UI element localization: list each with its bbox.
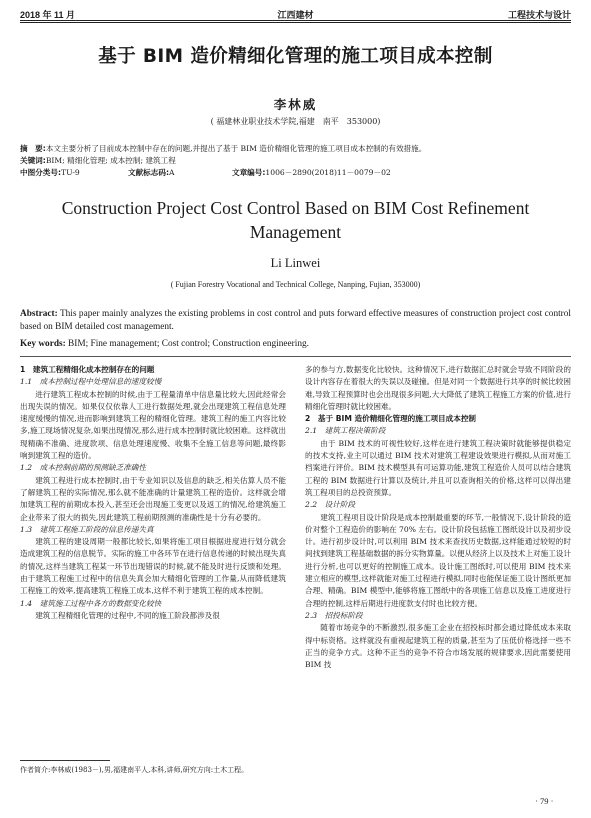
doc-code-value: A: [169, 168, 175, 177]
footnote-rule: [20, 760, 110, 761]
english-keywords: [20, 339, 571, 349]
article-no-label: 文章编号:: [232, 168, 266, 177]
body-column-left: [20, 364, 286, 622]
english-keywords-text: BIM; Fine management; Cost control; Construction engineering.: [68, 339, 309, 349]
chinese-author: 李林威: [273, 97, 318, 112]
keywords-label: 关键词:: [20, 156, 46, 165]
body-paragraph: 建筑工程进行成本控制时,由于专业知识以及信息的缺乏,相关估算人员不能了解建筑工程的实际情况,那么就不能准确的计量建筑工程的造价。这样就会增加建筑工程的前期成本投入,甚至还会出现施工变更以及返工的情况,给建筑施工企业带来了很大的损失,因此建筑工程前期预测的准确性是十分有必要的。: [20, 475, 286, 522]
chinese-keywords: [20, 155, 571, 166]
header-section: 工程技术与设计: [507, 10, 571, 20]
author-footnote: 作者简介:李林威(1983－),男,福建南平人,本科,讲师,研究方向:土木工程。: [20, 766, 249, 774]
chinese-affiliation: ( 福建林业职业技术学院,福建 南平 353000): [210, 117, 381, 126]
clc-value: TU-9: [61, 168, 80, 177]
english-author: Li Linwei: [270, 256, 321, 270]
subsection-heading: 1.4 建筑施工过程中各方的数据变化较快: [20, 598, 162, 608]
subsection-heading: 2.3 招投标阶段: [305, 610, 363, 620]
keywords-text: BIM; 精细化管理; 成本控制; 建筑工程: [45, 156, 176, 165]
body-paragraph: 多的参与方,数据变化比较快。这种情况下,进行数据汇总时就会导致不同阶段的设计内容存在着很大的失误以及碰撞。但是对同一个数据进行共享的时候比较困难,导致工程预算时也会出现很多问题,大大降低了建筑工程施工方案的价值,进行精细化管理时就比较困难。: [305, 365, 571, 411]
abstract-label: 摘 要:: [20, 144, 46, 153]
body-paragraph: 建筑工程精细化管理的过程中,不同的施工阶段都涉及很: [35, 610, 220, 620]
clc-label: 中图分类号:: [20, 168, 62, 177]
header-rule-thin: [20, 22, 571, 23]
subsection-heading: 1.3 建筑工程施工阶段的信息传递失真: [20, 524, 154, 534]
subsection-heading: 1.2 成本控制前期的预测缺乏准确性: [20, 463, 146, 473]
section-separator: [20, 356, 571, 357]
chinese-title: 基于 BIM 造价精细化管理的施工项目成本控制: [98, 46, 493, 67]
english-title: Construction Project Cost Control Based on BIM Cost Refinement Management: [61, 198, 530, 242]
subsection-heading: 2.1 建筑工程决策阶段: [305, 426, 386, 436]
english-abstract: [20, 308, 571, 334]
body-column-right: [305, 364, 571, 671]
body-paragraph: 随着市场竞争的不断激烈,很多施工企业在招投标时都会通过降低成本来取得中标资格。这样就没有重视起建筑工程的质量,甚至为了压低价格选择一些不正当的竞争方式。这种不正当的竞争不符合市场发展的规律要求,因此需要使用 BIM 技: [305, 623, 571, 670]
body-paragraph: 进行建筑工程成本控制的时候,由于工程量清单中信息量比较大,因此经常会出现失误的情况。如果仅仅依靠人工进行数据处理,就会出现建筑工程信息处理速度缓慢的情况,进而影响到建筑工程的精细化管理。建筑工程的施工内容比较多,施工现场情况复杂,如果出现情况,那么进行成本控制时就比较困难。这样就出现精确不准确、进度款项、信息处理速度慢、收集不全施工信息等问题,最终影响到建筑工程的造价。: [20, 389, 286, 461]
abstract-text: 本文主要分析了目前成本控制中存在的问题,并提出了基于 BIM 造价精细化管理的施工项目成本控制的有效措施。: [45, 144, 427, 153]
section-heading: 1 建筑工程精细化成本控制存在的问题: [20, 365, 155, 374]
header-date: 2018 年 11 月: [20, 10, 76, 20]
english-affiliation: ( Fujian Forestry Vocational and Technical College, Nanping, Fujian, 353000): [170, 280, 421, 289]
body-paragraph: 由于 BIM 技术的可视性较好,这样在进行建筑工程决策时就能够提供稳定的技术支持,业主可以通过 BIM 技术对建筑工程建设效果进行模拟,从而对施工档案进行评价。BIM 技术模型具有可运算功能,建筑工程造价人员可以结合建筑工程的 BIM 数据进行计算以及统计,并且可以查询相关的价格,这样可以得出建筑工程项目的总投资预算。: [305, 438, 571, 497]
header-rule-thick: [20, 20, 571, 21]
english-abstract-text: This paper mainly analyzes the existing problems in cost control and puts forward effective measures of construction project cost control based on BIM detailed cost management.: [20, 309, 572, 332]
doc-code-label: 文献标志码:: [128, 168, 170, 177]
section-heading: 2 基于 BIM 造价精细化管理的施工项目成本控制: [305, 414, 477, 424]
body-paragraph: 建筑工程项目设计阶段是成本控制最重要的环节,一般情况下,设计阶段的造价对整个工程造价的影响在 70% 左右。设计阶段包括施工图纸设计以及初步设计。进行初步设计时,可以利用 BIM 技术来查找历史数据,这样能通过较短的时间找到建筑工程基础数据的拆分实物算量。以便从经济上以及技术上对施工设计进行分析,也可以更好的控制施工成本。设计施工图纸时,可以使用 BIM 技术来建立相应的模型,这样就能对施工过程进行模拟,同时也能保证施工设计图纸更加合理、精确。BIM 模型中,能够将施工图纸中的各项施工信息以及施工进度进行合理的控制,这样后期进行进度款支付时也比较方便。: [305, 512, 571, 608]
body-paragraph: 建筑工程的建设周期一般都比较长,如果将施工项目根据进度进行划分就会造成建筑工程的信息脱节。实际的施工中各环节在进行信息传递的时候出现失真的情况,这样当建筑工程某一环节出现错误的时候,就不能及时进行反馈和处理。由于建筑工程施工过程中的信息失真会加大精细化管理的工作量,从而降低建筑工程施工的效率,提高建筑工程施工成本,这样不利于建筑工程的成本控制。: [20, 537, 286, 596]
subsection-heading: 2.2 设计阶段: [305, 500, 356, 510]
header-journal: 江西建材: [277, 10, 314, 20]
article-no-value: 1006－2890(2018)11－0079－02: [265, 168, 391, 177]
page-number: · 79 ·: [535, 796, 554, 806]
chinese-abstract: [20, 143, 571, 154]
english-abstract-label: Abstract:: [20, 309, 58, 319]
english-keywords-label: Key words:: [20, 339, 66, 349]
subsection-heading: 1.1 成本控制过程中处理信息的速度较慢: [20, 377, 162, 387]
